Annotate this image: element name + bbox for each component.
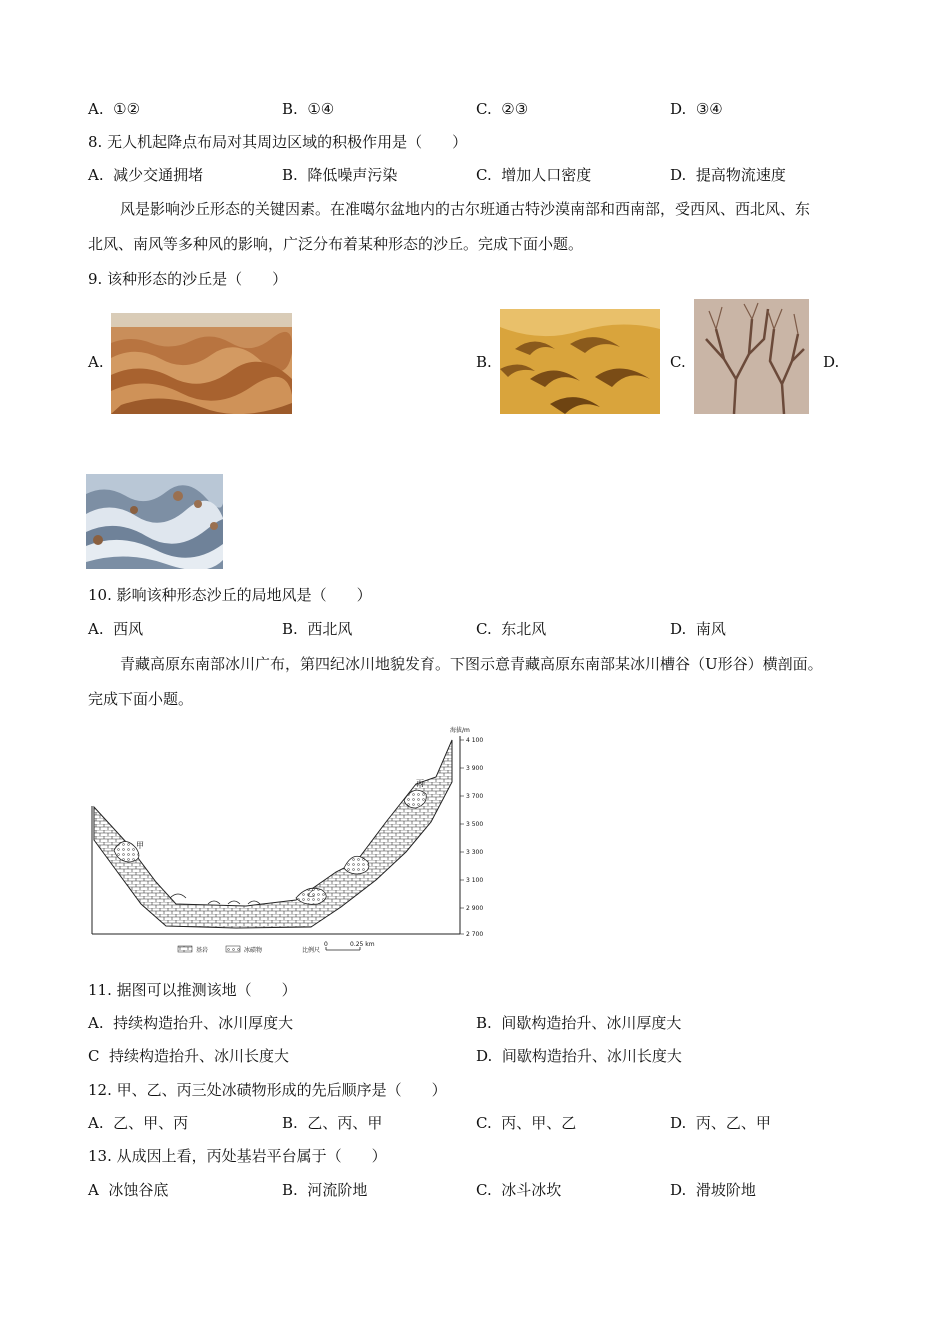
passage1-line1: 风是影响沙丘形态的关键因素。在准噶尔盆地内的古尔班通古特沙漠南部和西南部，受西风、西北风、东 (120, 200, 811, 218)
option-text: 滑坡阶地 (695, 1181, 756, 1199)
q9-option-c[interactable]: C. (670, 353, 686, 371)
q9-stem: 9. 该种形态的沙丘是（ ） (88, 270, 288, 288)
legend-bedrock-label: 基岩 (196, 947, 209, 954)
q13-option-a[interactable] (88, 1180, 168, 1200)
option-letter: B. (282, 1114, 298, 1132)
option-text: 乙、甲、丙 (113, 1114, 189, 1132)
option-text: 减少交通拥堵 (113, 166, 204, 184)
option-text: 提高物流速度 (695, 166, 786, 184)
option-text: 西北风 (307, 620, 353, 638)
q10-option-c[interactable] (476, 619, 546, 639)
option-letter: B. (282, 166, 298, 184)
option-text: 乙、丙、甲 (307, 1114, 383, 1132)
q8-option-b[interactable] (282, 165, 397, 185)
dune-photo-a[interactable] (111, 313, 292, 414)
option-text: 持续构造抬升、冰川长度大 (109, 1047, 290, 1065)
legend-moraine-label: 冰碛物 (244, 947, 263, 954)
option-text: 西风 (113, 620, 144, 638)
q9-option-d[interactable]: D. (823, 353, 840, 371)
q12-option-c[interactable] (476, 1113, 576, 1133)
q11-stem: 11. 据图可以推测该地（ ） (88, 981, 297, 999)
option-text: 增加人口密度 (501, 166, 592, 184)
q8-option-c[interactable] (476, 165, 591, 185)
option-letter: C (88, 1047, 100, 1065)
option-letter: D. (476, 1047, 493, 1065)
option-letter: A (88, 1181, 99, 1199)
option-text: ①② (113, 100, 141, 118)
moraine-bottom (170, 894, 260, 904)
y-tick: 4 100 (466, 737, 484, 744)
q10-stem: 10. 影响该种形态沙丘的局地风是（ ） (88, 586, 372, 604)
option-text: ③④ (695, 100, 723, 118)
q10-option-a[interactable] (88, 619, 143, 639)
option-text: 丙、乙、甲 (695, 1114, 771, 1132)
option-text: 东北风 (501, 620, 547, 638)
q11-option-b[interactable] (476, 1013, 681, 1033)
legend-scale-zero: 0 (324, 941, 328, 948)
option-letter: C. (476, 1181, 492, 1199)
q7-option-a[interactable] (88, 99, 140, 119)
passage2-line2: 完成下面小题。 (88, 690, 194, 708)
q9-option-a[interactable]: A. (88, 353, 104, 371)
option-letter: B. (476, 1014, 492, 1032)
q10-option-d[interactable] (670, 619, 726, 639)
q9-option-b[interactable]: B. (476, 353, 492, 371)
option-text: 间歇构造抬升、冰川厚度大 (501, 1014, 682, 1032)
option-text: 持续构造抬升、冰川厚度大 (113, 1014, 294, 1032)
option-text: 降低噪声污染 (307, 166, 398, 184)
glacier-trough-figure (86, 722, 486, 962)
q8-option-d[interactable] (670, 165, 786, 185)
option-letter: A. (88, 100, 104, 118)
q7-option-d[interactable] (670, 99, 723, 119)
option-letter: D. (670, 620, 687, 638)
label-jia: 甲 (136, 841, 144, 850)
q12-option-b[interactable] (282, 1113, 382, 1133)
y-tick: 2 900 (466, 905, 484, 912)
option-letter: C. (476, 166, 492, 184)
legend-bedrock-swatch (178, 946, 192, 952)
option-text: 河流阶地 (307, 1181, 368, 1199)
option-text: 丙、甲、乙 (501, 1114, 577, 1132)
figure-legend (178, 941, 375, 954)
option-letter: C. (476, 100, 492, 118)
option-letter: A. (88, 620, 104, 638)
q11-option-a[interactable] (88, 1013, 293, 1033)
dune-photo-c[interactable] (694, 299, 809, 414)
q11-option-d[interactable] (476, 1046, 682, 1066)
option-letter: D. (670, 166, 687, 184)
option-text: 冰斗冰坎 (501, 1181, 562, 1199)
q8-option-a[interactable] (88, 165, 203, 185)
q12-option-d[interactable] (670, 1113, 771, 1133)
q13-option-b[interactable] (282, 1180, 367, 1200)
label-bing: 丙 (416, 779, 424, 788)
option-text: 冰蚀谷底 (108, 1181, 169, 1199)
dune-photo-b[interactable] (500, 309, 660, 414)
option-text: ①④ (307, 100, 335, 118)
option-letter: B. (282, 1181, 298, 1199)
option-letter: A. (88, 1014, 104, 1032)
y-tick: 3 700 (466, 793, 484, 800)
option-letter: B. (282, 620, 298, 638)
q11-option-c[interactable] (88, 1046, 289, 1066)
y-tick: 3 900 (466, 765, 484, 772)
option-text: 间歇构造抬升、冰川长度大 (501, 1047, 682, 1065)
y-tick: 3 100 (466, 877, 484, 884)
option-letter: C. (476, 1114, 492, 1132)
option-letter: A. (88, 1114, 104, 1132)
option-letter: D. (670, 1114, 687, 1132)
option-letter: C. (476, 620, 492, 638)
y-tick: 2 700 (466, 931, 484, 938)
y-tick: 3 500 (466, 821, 484, 828)
bedrock-band (94, 740, 452, 928)
legend-scale-value: 0.25 km (350, 941, 375, 948)
q13-stem: 13. 从成因上看，丙处基岩平台属于（ ） (88, 1147, 387, 1165)
q12-stem: 12. 甲、乙、丙三处冰碛物形成的先后顺序是（ ） (88, 1081, 447, 1099)
legend-scale-label: 比例尺 (302, 947, 321, 954)
option-text: 南风 (695, 620, 726, 638)
q12-option-a[interactable] (88, 1113, 188, 1133)
option-letter: A. (88, 166, 104, 184)
passage2-line1: 青藏高原东南部冰川广布，第四纪冰川地貌发育。下图示意青藏高原东南部某冰川槽谷（U形谷）横剖面。 (120, 655, 823, 673)
q7-option-b[interactable] (282, 99, 334, 119)
q13-option-d[interactable] (670, 1180, 756, 1200)
option-text: ②③ (501, 100, 529, 118)
legend-moraine-swatch (226, 946, 240, 952)
option-letter: B. (282, 100, 298, 118)
dune-photo-d[interactable] (86, 474, 223, 569)
passage1-line2: 北风、南风等多种风的影响，广泛分布着某种形态的沙丘。完成下面小题。 (88, 235, 584, 253)
q10-option-b[interactable] (282, 619, 352, 639)
label-yi: 乙 (307, 889, 315, 898)
q8-stem: 8. 无人机起降点布局对其周边区域的积极作用是（ ） (88, 133, 468, 151)
q13-option-c[interactable] (476, 1180, 561, 1200)
y-axis-title: 海拔/m (450, 727, 470, 734)
y-axis-ticks (460, 737, 483, 938)
option-letter: D. (670, 1181, 687, 1199)
y-tick: 3 300 (466, 849, 484, 856)
q7-option-c[interactable] (476, 99, 528, 119)
option-letter: D. (670, 100, 687, 118)
